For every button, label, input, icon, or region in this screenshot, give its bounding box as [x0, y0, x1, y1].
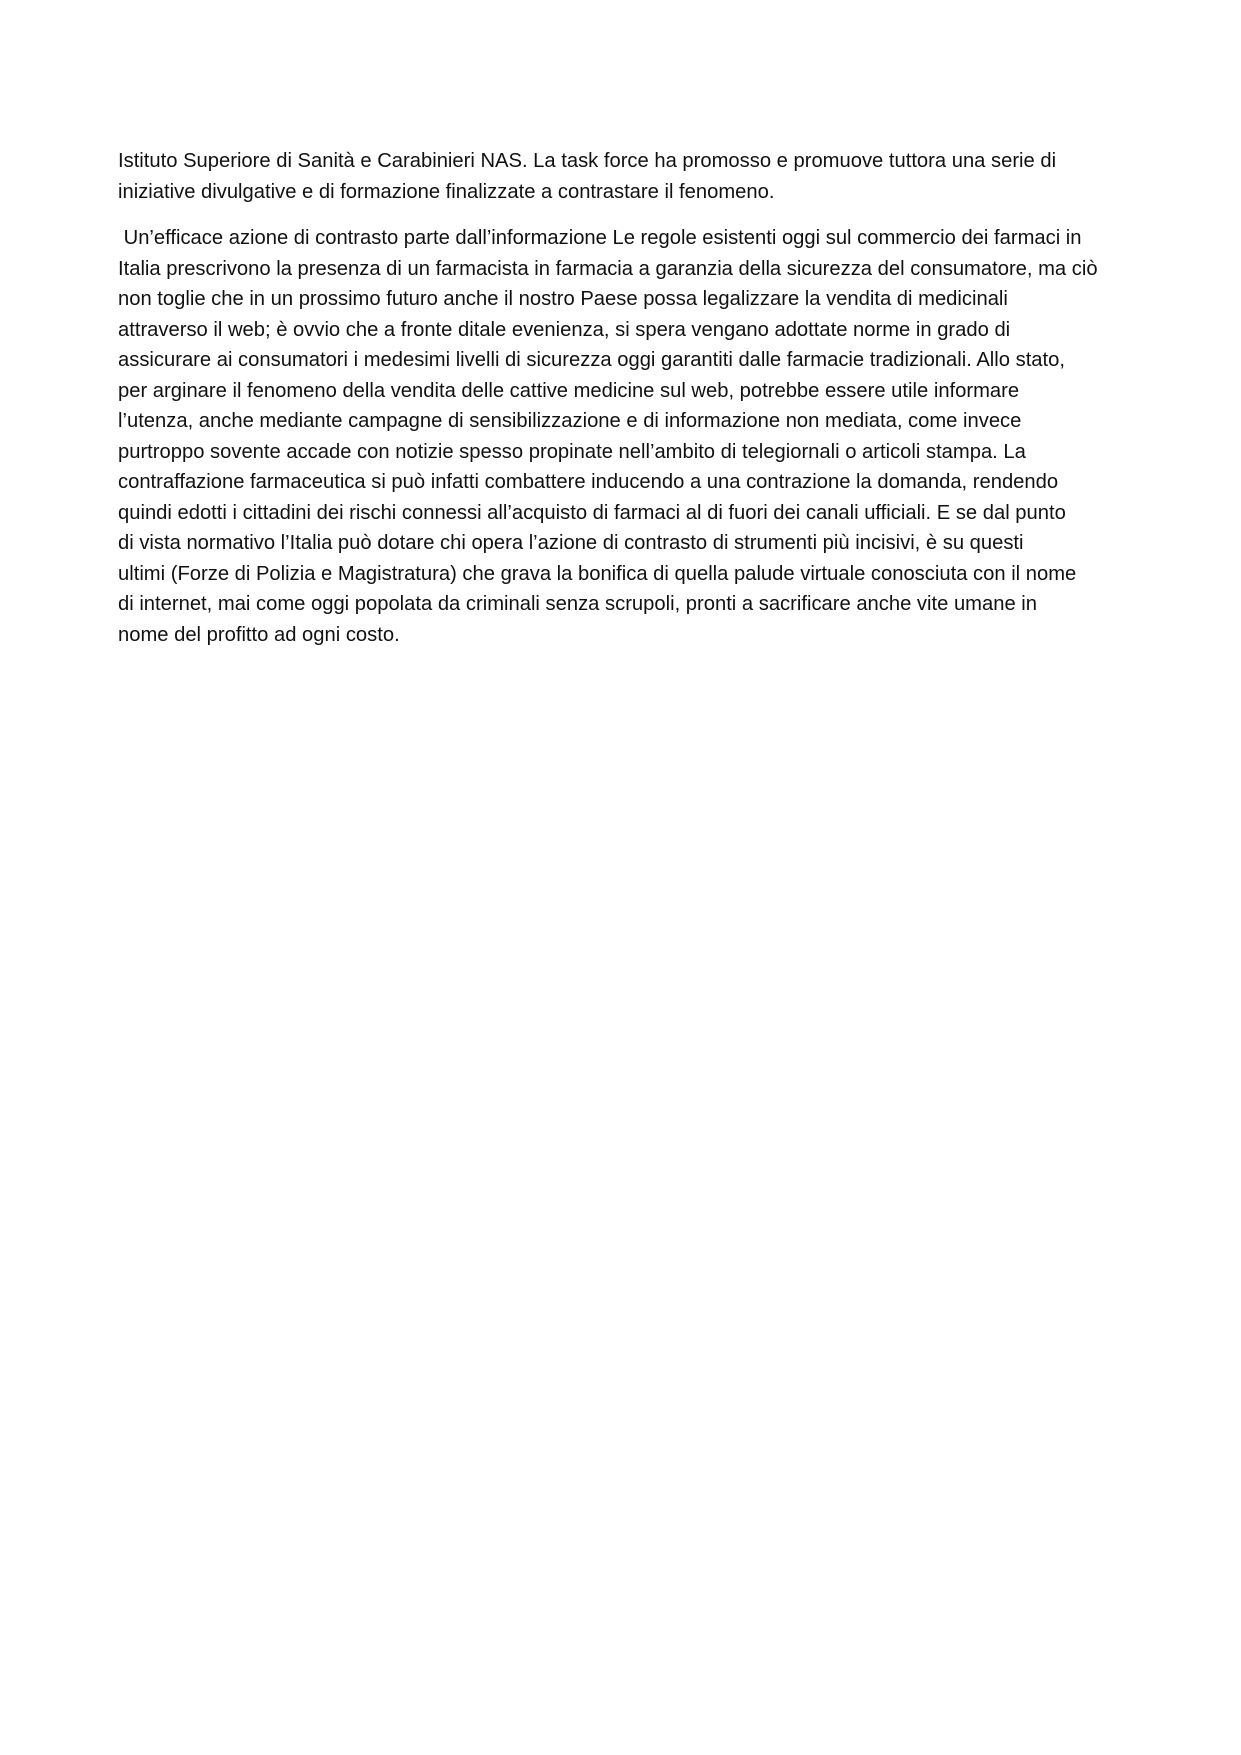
line: l’utenza, anche mediante campagne di sensibilizzazione e di informazione non mediata, come invece — [118, 410, 1022, 432]
line: di internet, mai come oggi popolata da criminali senza scrupoli, pronti a sacrificare anche vite umane in — [118, 593, 1038, 615]
line: Istituto Superiore di Sanità e Carabinieri NAS. La task force ha promosso e promuove tuttora una serie di — [118, 150, 1057, 172]
line: non toglie che in un prossimo futuro anche il nostro Paese possa legalizzare la vendita di medicinali — [118, 288, 1008, 310]
line: di vista normativo l’Italia può dotare chi opera l’azione di contrasto di strumenti più incisivi, è su questi — [118, 532, 1024, 554]
line: attraverso il web; è ovvio che a fronte ditale evenienza, si spera vengano adottate norme in grado di — [118, 318, 1011, 341]
line: Italia prescrivono la presenza di un farmacista in farmacia a garanzia della sicurezza del consumatore, ma ciò — [118, 257, 1098, 280]
paragraph-2 — [118, 223, 1128, 650]
paragraph-1 — [118, 146, 1128, 207]
line: assicurare ai consumatori i medesimi livelli di sicurezza oggi garantiti dalle farmacie tradizionali. Allo stato, — [118, 349, 1065, 371]
line: contraffazione farmaceutica si può infatti combattere inducendo a una contrazione la domanda, rendendo — [118, 471, 1059, 493]
line: purtroppo sovente accade con notizie spesso propinate nell’ambito di telegiornali o articoli stampa. La — [118, 440, 1026, 463]
line: ultimi (Forze di Polizia e Magistratura) che grava la bonifica di quella palude virtuale conosciuta con il nome — [118, 562, 1077, 585]
line: nome del profitto ad ogni costo. — [118, 623, 400, 646]
line: Un’efficace azione di contrasto parte dall’informazione Le regole esistenti oggi sul commercio dei farmaci in — [118, 227, 1082, 249]
line: quindi edotti i cittadini dei rischi connessi all’acquisto di farmaci al di fuori dei canali ufficiali. E se dal punto — [118, 501, 1066, 524]
line: per arginare il fenomeno della vendita delle cattive medicine sul web, potrebbe essere utile informare — [118, 379, 1020, 402]
document-body — [118, 146, 1128, 650]
line: iniziative divulgative e di formazione finalizzate a contrastare il fenomeno. — [118, 180, 775, 203]
